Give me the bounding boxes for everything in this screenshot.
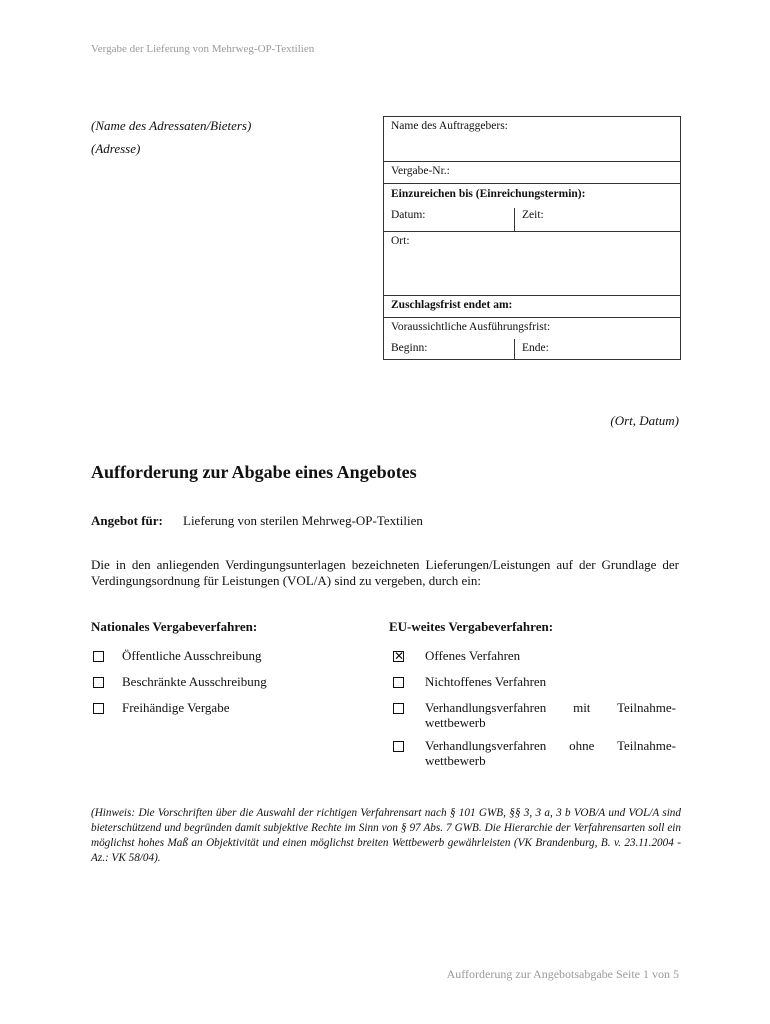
vergabe-nr-row (384, 162, 680, 184)
option-oeffentliche-ausschreibung: Öffentliche Ausschreibung (122, 648, 262, 663)
addressee-address: (Adresse) (91, 141, 141, 156)
page-header-title: Vergabe der Lieferung von Mehrweg-OP-Textilien (91, 43, 315, 55)
checkbox-verhandlungsverfahren-mit[interactable] (393, 703, 404, 714)
auftraggeber-row (384, 117, 680, 162)
auftraggeber-label: Name des Auftraggebers: (391, 120, 508, 132)
ort-row (384, 232, 680, 296)
ausfuehrungsfrist-label: Voraussichtliche Ausführungsfrist: (391, 321, 551, 333)
checkbox-freihaendige-vergabe[interactable] (93, 703, 104, 714)
option-nichtoffenes-verfahren: Nichtoffenes Verfahren (425, 674, 547, 689)
option-beschraenkte-ausschreibung: Beschränkte Ausschreibung (122, 674, 267, 689)
zuschlagsfrist-label: Zuschlagsfrist endet am: (391, 299, 513, 311)
einreichung-label: Einzureichen bis (Einreichungstermin): (391, 188, 586, 200)
checkbox-oeffentliche-ausschreibung[interactable] (93, 651, 104, 662)
tender-info-box (383, 116, 681, 360)
beginn-label: Beginn: (391, 342, 428, 354)
eu-procedure-heading: EU-weites Vergabeverfahren: (389, 619, 554, 634)
ort-label: Ort: (391, 235, 410, 247)
ausfuehrungsfrist-row (384, 318, 680, 360)
place-date-line: (Ort, Datum) (610, 413, 679, 428)
einreichung-row (384, 184, 680, 232)
angebot-label: Angebot für: (91, 513, 163, 528)
zuschlagsfrist-row (384, 296, 680, 318)
option-verhandlungsverfahren-mit: Verhandlungsverfahren mit Teilnahme- (425, 700, 676, 715)
checkbox-nichtoffenes-verfahren[interactable] (393, 677, 404, 688)
addressee-name: (Name des Adressaten/Bieters) (91, 118, 252, 133)
datum-label: Datum: (391, 209, 426, 221)
vergabe-nr-label: Vergabe-Nr.: (391, 165, 450, 177)
page-title: Aufforderung zur Abgabe eines Angebotes (91, 462, 417, 482)
checkbox-verhandlungsverfahren-ohne[interactable] (393, 741, 404, 752)
option-verhandlungsverfahren-ohne-cont: wettbewerb (425, 753, 486, 768)
option-freihaendige-vergabe: Freihändige Vergabe (122, 700, 230, 715)
checkbox-offenes-verfahren[interactable]: ✕ (394, 649, 405, 663)
option-verhandlungsverfahren-ohne: Verhandlungsverfahren ohne Teilnahme- (425, 738, 676, 753)
zeit-label: Zeit: (522, 209, 544, 221)
option-offenes-verfahren: Offenes Verfahren (425, 648, 521, 663)
ende-label: Ende: (522, 342, 549, 354)
page-footer: Aufforderung zur Angebotsabgabe Seite 1 von 5 (446, 967, 679, 981)
checkbox-beschraenkte-ausschreibung[interactable] (93, 677, 104, 688)
option-verhandlungsverfahren-mit-cont: wettbewerb (425, 715, 486, 730)
national-procedure-heading: Nationales Vergabeverfahren: (91, 619, 258, 634)
intro-paragraph: Die in den anliegenden Verdingungsunterlagen bezeichneten Lieferungen/Leistungen auf der Grundlage der Verdingungsordnung für Leistungen (VOL/A) sind zu vergeben, durch ein: (91, 557, 679, 588)
legal-note: (Hinweis: Die Vorschriften über die Auswahl der richtigen Verfahrensart nach § 101 GWB, §§ 3, 3 a, 3 b VOB/A und VOL/A sind bieterschützend und begründen damit subjektive Rechte im Sinn von § 97 Abs. 7 GWB. Die Hierarchie der Verfahrensarten soll ein möglichst hohes Maß an Objektivität und einen möglichst breiten Wettbewerb gewährleisten (VK Brandenburg, B. v. 23.11.2004 - Az.: VK 58/04). (91, 807, 681, 864)
angebot-value: Lieferung von sterilen Mehrweg-OP-Textilien (183, 513, 423, 528)
